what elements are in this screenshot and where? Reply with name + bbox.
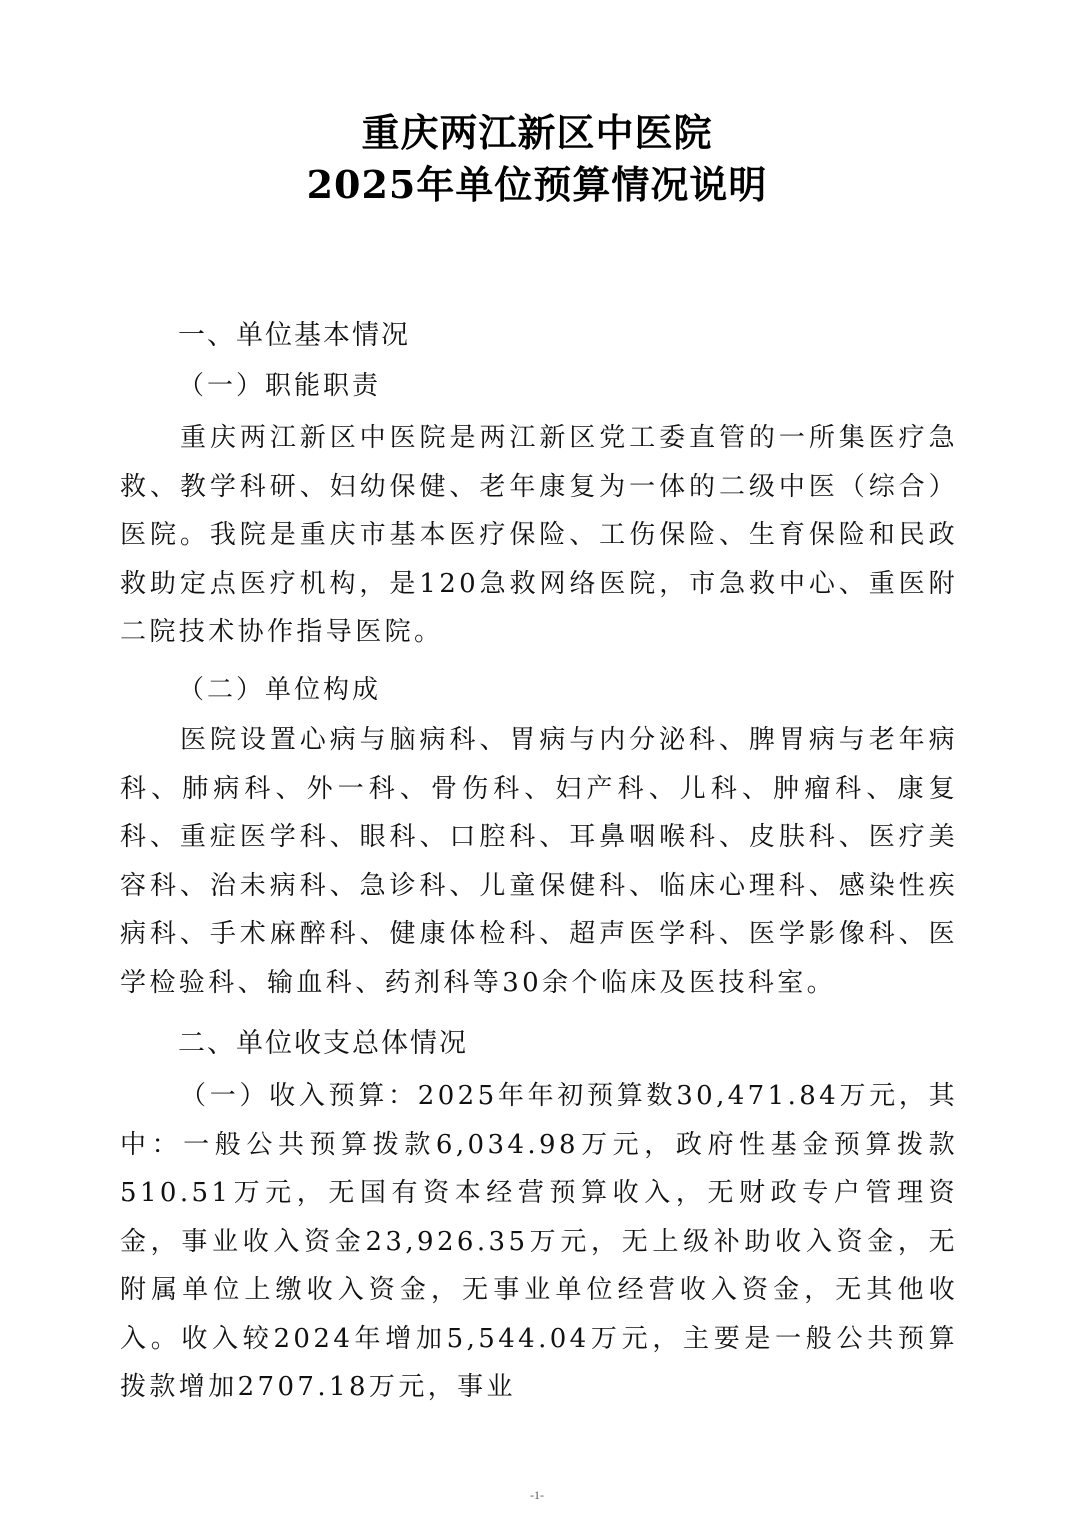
section-1-1-heading: （一）职能职责 — [178, 371, 382, 401]
section-1-heading: 一、单位基本情况 — [178, 320, 410, 351]
section-1-2-heading: （二）单位构成 — [178, 675, 382, 705]
section-2-1-lead: （一）收入预算： — [180, 1081, 418, 1111]
document-title-line2: 2025年单位预算情况说明 — [306, 162, 768, 207]
page-number: -1- — [530, 1488, 544, 1502]
section-2-1-text: 2025年年初预算数30,471.84万元，其中：一般公共预算拨款6,034.98万元，政府性基金预算拨款510.51万元，无国有资本经营预算收入，无财政专户管理资金，事业收入资金23,926.35万元，无上级补助收入资金，无附属单位上缴收入资金，无事业单位经营收入资金，无其他收入。收入较2024年增加5,544.04万元，主要是一般公共预算拨款增加2707.18万元，事业 — [120, 1081, 959, 1402]
section-1-2-paragraph: 医院设置心病与脑病科、胃病与内分泌科、脾胃病与老年病科、肺病科、外一科、骨伤科、妇产科、儿科、肿瘤科、康复科、重症医学科、眼科、口腔科、耳鼻咽喉科、皮肤科、医疗美容科、治未病科、急诊科、儿童保健科、临床心理科、感染性疾病科、手术麻醉科、健康体检科、超声医学科、医学影像科、医学检验科、输血科、药剂科等30余个临床及医技科室。 — [120, 725, 958, 998]
section-2-heading: 二、单位收支总体情况 — [178, 1028, 468, 1059]
section-2-1-paragraph — [120, 1072, 958, 1412]
document-title-line1: 重庆两江新区中医院 — [361, 110, 713, 155]
section-1-1-paragraph: 重庆两江新区中医院是两江新区党工委直管的一所集医疗急救、教学科研、妇幼保健、老年康复为一体的二级中医（综合）医院。我院是重庆市基本医疗保险、工伤保险、生育保险和民政救助定点医疗机构，是120急救网络医院，市急救中心、重医附二院技术协作指导医院。 — [120, 423, 958, 647]
